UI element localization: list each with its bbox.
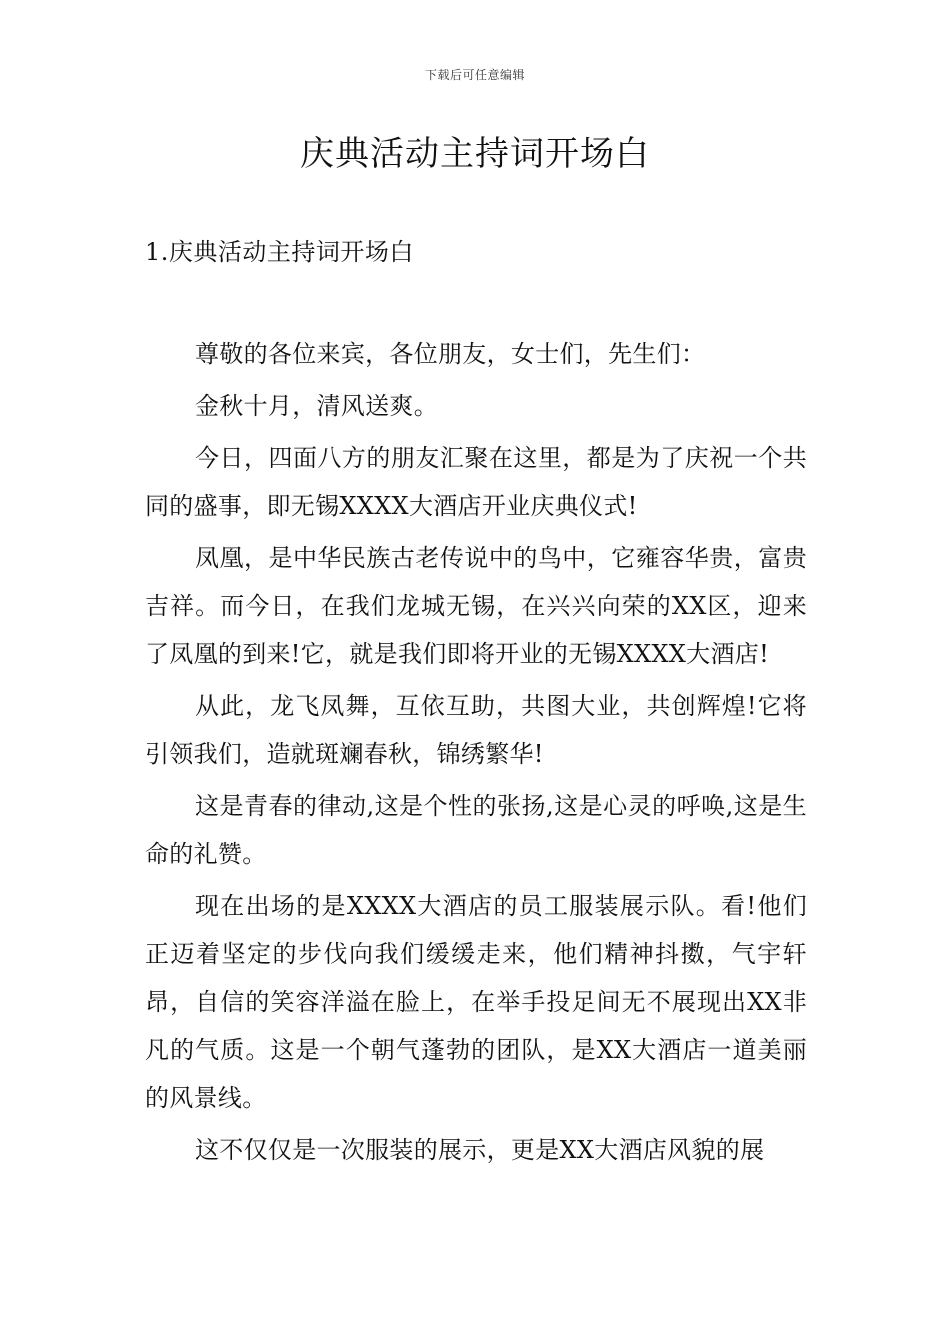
- paragraph: 今日，四面八方的朋友汇聚在这里，都是为了庆祝一个共同的盛事，即无锡XXXX大酒店开业庆典仪式!: [145, 444, 807, 520]
- page-title: 庆典活动主持词开场白: [300, 134, 650, 174]
- paragraph: 这是青春的律动,这是个性的张扬,这是心灵的呼唤,这是生命的礼赞。: [145, 792, 807, 868]
- paragraph: 凤凰，是中华民族古老传说中的鸟中，它雍容华贵，富贵吉祥。而今日，在我们龙城无锡，在兴兴向荣的XX区，迎来了凤凰的到来!它，就是我们即将开业的无锡XXXX大酒店!: [145, 544, 807, 668]
- paragraph: 从此，龙飞凤舞，互依互助，共图大业，共创辉煌!它将引领我们，造就斑斓春秋，锦绣繁华!: [145, 692, 807, 768]
- paragraph: 这不仅仅是一次服装的展示，更是XX大酒店风貌的展: [195, 1136, 765, 1164]
- header-note: 下载后可任意编辑: [424, 68, 525, 82]
- paragraph-greeting: 尊敬的各位来宾，各位朋友，女士们，先生们：: [195, 340, 706, 368]
- paragraph: 现在出场的是XXXX大酒店的员工服装展示队。看!他们正迈着坚定的步伐向我们缓缓走来，他们精神抖擞，气宇轩昂，自信的笑容洋溢在脸上，在举手投足间无不展现出XX非凡的气质。这是一个朝气蓬勃的团队，是XX大酒店一道美丽的风景线。: [145, 892, 807, 1112]
- section-heading: 1.庆典活动主持词开场白: [145, 238, 414, 266]
- paragraph: 金秋十月，清风送爽。: [195, 392, 438, 420]
- document-body: [145, 330, 807, 1178]
